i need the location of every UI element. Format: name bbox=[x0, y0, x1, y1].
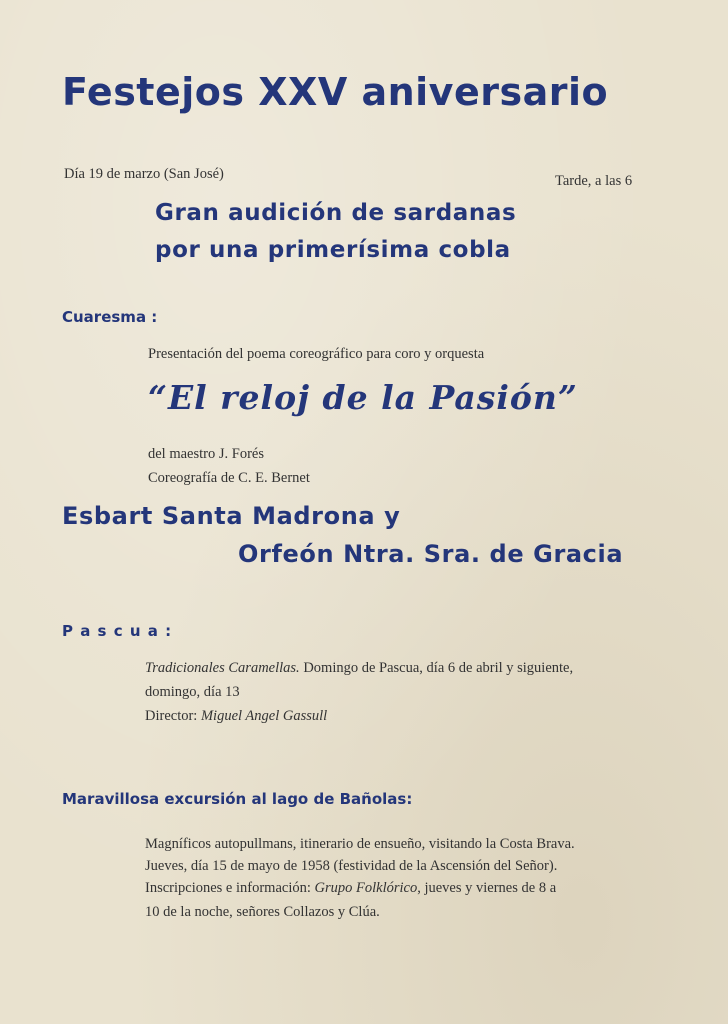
audicion-line-1: Gran audición de sardanas bbox=[155, 200, 517, 226]
pascua-heading: P a s c u a : bbox=[62, 622, 173, 640]
pascua-date-text: Domingo de Pascua, día 6 de abril y siguiente, bbox=[299, 660, 574, 676]
director-label: Director: bbox=[145, 708, 201, 724]
pascua-line-2: domingo, día 13 bbox=[145, 684, 240, 700]
composer-line: del maestro J. Forés bbox=[148, 446, 264, 462]
pascua-line-1 bbox=[145, 660, 573, 677]
performers-line-1: Esbart Santa Madrona y bbox=[62, 502, 401, 530]
audicion-line-2: por una primerísima cobla bbox=[155, 237, 511, 263]
cuaresma-intro: Presentación del poema coreográfico para coro y orquesta bbox=[148, 346, 485, 362]
excursion-line-2: Jueves, día 15 de mayo de 1958 (festividad de la Ascensión del Señor). bbox=[145, 858, 558, 874]
caramellas-text: Tradicionales Caramellas. bbox=[145, 660, 300, 676]
excursion-line-3 bbox=[145, 880, 556, 897]
grupo-folklorico-text: Grupo Folklórico bbox=[314, 880, 418, 896]
excursion-heading: Maravillosa excursión al lago de Bañolas: bbox=[62, 790, 413, 808]
excursion-line-1: Magníficos autopullmans, itinerario de ensueño, visitando la Costa Brava. bbox=[145, 836, 575, 852]
time-line: Tarde, a las 6 bbox=[555, 173, 633, 189]
director-name: Miguel Angel Gassull bbox=[200, 708, 328, 724]
page-title: Festejos XXV aniversario bbox=[62, 70, 609, 114]
performers-line-2: Orfeón Ntra. Sra. de Gracia bbox=[238, 540, 624, 568]
inscripciones-label: Inscripciones e información: bbox=[145, 880, 315, 896]
schedule-text: , jueves y viernes de 8 a bbox=[417, 880, 557, 896]
work-title: “El reloj de la Pasión” bbox=[148, 378, 578, 417]
director-line bbox=[145, 708, 327, 725]
choreography-line: Coreografía de C. E. Bernet bbox=[148, 470, 310, 486]
day-line: Día 19 de marzo (San José) bbox=[64, 166, 224, 182]
excursion-line-4: 10 de la noche, señores Collazos y Clúa. bbox=[145, 904, 380, 920]
cuaresma-heading: Cuaresma : bbox=[62, 308, 158, 326]
